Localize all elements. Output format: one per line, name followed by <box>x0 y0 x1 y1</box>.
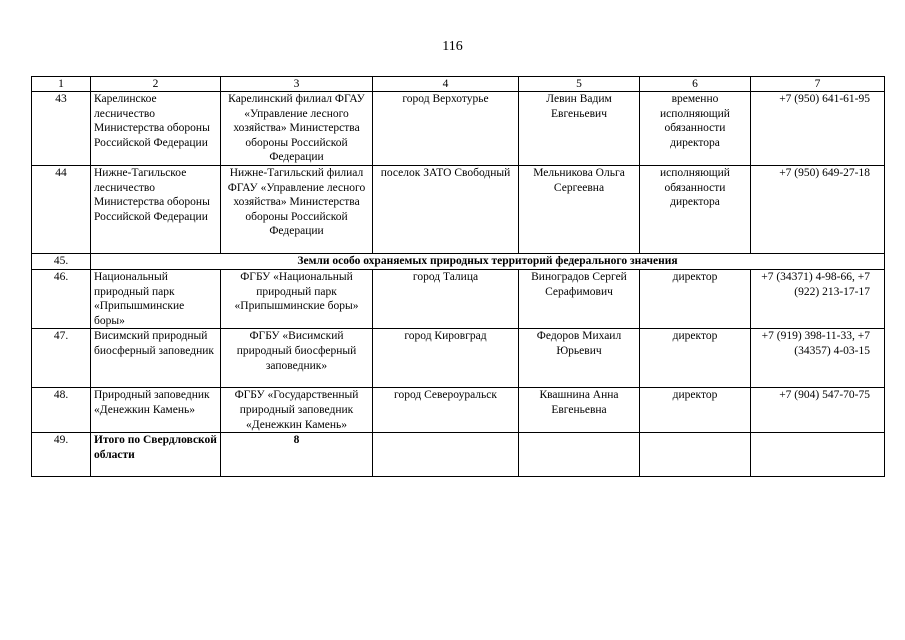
location: город Талица <box>373 270 519 329</box>
managing-body: Карелинский филиал ФГАУ «Управление лесного хозяйства» Министерства обороны Российской Федерации <box>221 92 373 166</box>
position: директор <box>640 270 751 329</box>
total-row <box>32 433 885 477</box>
phone: +7 (950) 649-27-18 <box>751 166 885 254</box>
row-number: 47. <box>32 329 91 388</box>
position: директор <box>640 329 751 388</box>
column-header: 6 <box>640 77 751 92</box>
table-row <box>32 329 885 388</box>
phone: +7 (904) 547-70-75 <box>751 388 885 433</box>
head-name: Мельникова Ольга Сергеевна <box>519 166 640 254</box>
organization-name: Карелинское лесничество Министерства обороны Российской Федерации <box>91 92 221 166</box>
section-row <box>32 254 885 270</box>
total-label: Итого по Свердловской области <box>91 433 221 477</box>
head-name: Виноградов Сергей Серафимович <box>519 270 640 329</box>
total-value: 8 <box>221 433 373 477</box>
column-header: 3 <box>221 77 373 92</box>
table-row <box>32 388 885 433</box>
head-name: Левин Вадим Евгеньевич <box>519 92 640 166</box>
table-row <box>32 270 885 329</box>
location: город Кировград <box>373 329 519 388</box>
phone: +7 (34371) 4-98-66, +7 (922) 213-17-17 <box>751 270 885 329</box>
managing-body: Нижне-Тагильский филиал ФГАУ «Управление лесного хозяйства» Министерства обороны Российской Федерации <box>221 166 373 254</box>
page-number: 116 <box>442 39 463 54</box>
head-name: Квашнина Анна Евгеньевна <box>519 388 640 433</box>
document-table <box>31 76 885 477</box>
empty-cell <box>640 433 751 477</box>
managing-body: ФГБУ «Висимский природный биосферный заповедник» <box>221 329 373 388</box>
organization-name: Национальный природный парк «Припышминские боры» <box>91 270 221 329</box>
column-header: 1 <box>32 77 91 92</box>
location: город Верхотурье <box>373 92 519 166</box>
column-header: 5 <box>519 77 640 92</box>
row-number: 49. <box>32 433 91 477</box>
empty-cell <box>519 433 640 477</box>
row-number: 46. <box>32 270 91 329</box>
organization-name: Природный заповедник «Денежкин Камень» <box>91 388 221 433</box>
table-row <box>32 92 885 166</box>
position: временно исполняющий обязанности директора <box>640 92 751 166</box>
row-number: 43 <box>32 92 91 166</box>
row-number: 48. <box>32 388 91 433</box>
empty-cell <box>751 433 885 477</box>
row-number: 44 <box>32 166 91 254</box>
table-header-row <box>32 77 885 92</box>
location: поселок ЗАТО Свободный <box>373 166 519 254</box>
position: исполняющий обязанности директора <box>640 166 751 254</box>
column-header: 4 <box>373 77 519 92</box>
column-header: 7 <box>751 77 885 92</box>
head-name: Федоров Михаил Юрьевич <box>519 329 640 388</box>
managing-body: ФГБУ «Государственный природный заповедник «Денежкин Камень» <box>221 388 373 433</box>
organization-name: Висимский природный биосферный заповедник <box>91 329 221 388</box>
organization-name: Нижне-Тагильское лесничество Министерства обороны Российской Федерации <box>91 166 221 254</box>
phone: +7 (919) 398-11-33, +7 (34357) 4-03-15 <box>751 329 885 388</box>
position: директор <box>640 388 751 433</box>
column-header: 2 <box>91 77 221 92</box>
table-row <box>32 166 885 254</box>
phone: +7 (950) 641-61-95 <box>751 92 885 166</box>
empty-cell <box>373 433 519 477</box>
section-title: Земли особо охраняемых природных территорий федерального значения <box>91 254 885 270</box>
location: город Североуральск <box>373 388 519 433</box>
managing-body: ФГБУ «Национальный природный парк «Припышминские боры» <box>221 270 373 329</box>
row-number: 45. <box>32 254 91 270</box>
